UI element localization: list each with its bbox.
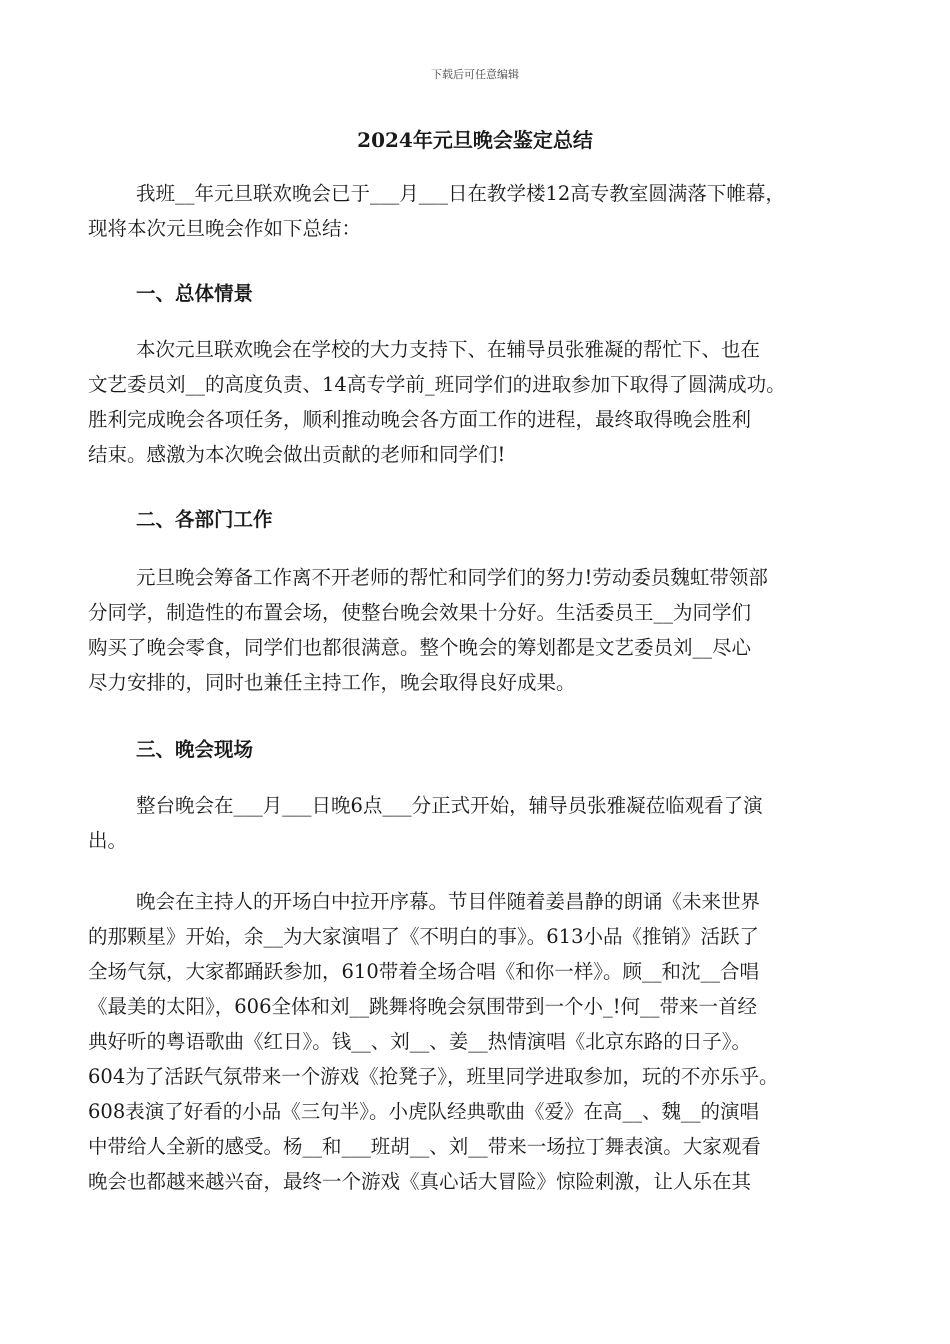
paragraph-line: 结束。感激为本次晚会做出贡献的老师和同学们!: [88, 443, 506, 466]
paragraph-line: 胜利完成晚会各项任务，顺利推动晚会各方面工作的进程，最终取得晚会胜利: [88, 408, 752, 431]
paragraph-line: 典好听的粤语歌曲《红日》。钱__、刘__、姜__热情演唱《北京东路的日子》。: [88, 1030, 752, 1053]
paragraph-line: 购买了晚会零食，同学们也都很满意。整个晚会的筹划都是文艺委员刘__尽心: [88, 636, 752, 659]
document-title: 2024年元旦晚会鉴定总结: [357, 128, 593, 152]
departments-paragraph: [88, 560, 878, 700]
paragraph-line: 608表演了好看的小品《三句半》。小虎队经典歌曲《爱》在高__、魏__的演唱: [88, 1100, 759, 1123]
paragraph-line: 分同学，制造性的布置会场，使整台晚会效果十分好。生活委员王__为同学们: [88, 601, 752, 624]
paragraph-line: 我班__年元旦联欢晚会已于___月___日在教学楼12高专教室圆满落下帷幕，: [136, 182, 785, 205]
paragraph-line: 出。: [88, 829, 128, 852]
paragraph-line: 整台晚会在___月___日晚6点___分正式开始，辅导员张雅凝莅临观看了演: [136, 794, 763, 817]
section-heading-departments: 二、各部门工作: [136, 508, 273, 531]
scene-paragraph-1: [88, 788, 878, 858]
paragraph-line: 《最美的太阳》，606全体和刘__跳舞将晚会氛围带到一个小_!何__带来一首经: [88, 995, 758, 1018]
paragraph-line: 的那颗星》开始，余__为大家演唱了《不明白的事》。613小品《推销》活跃了: [88, 925, 759, 948]
paragraph-line: 中带给人全新的感受。杨__和___班胡__、刘__带来一场拉丁舞表演。大家观看: [88, 1135, 761, 1158]
overview-paragraph: [88, 332, 878, 472]
scene-paragraph-2: [88, 884, 878, 1199]
paragraph-line: 现将本次元旦晚会作如下总结：: [88, 217, 362, 240]
section-heading-overview: 一、总体情景: [136, 282, 254, 305]
header-note: 下载后可任意编辑: [431, 68, 519, 81]
section-heading-scene: 三、晚会现场: [136, 738, 254, 761]
paragraph-line: 晚会在主持人的开场白中拉开序幕。节目伴随着姜昌静的朗诵《未来世界: [136, 890, 761, 913]
paragraph-line: 604为了活跃气氛带来一个游戏《抢凳子》，班里同学进取参加，玩的不亦乐乎。: [88, 1065, 779, 1088]
intro-paragraph: [88, 176, 878, 246]
paragraph-line: 全场气氛，大家都踊跃参加，610带着全场合唱《和你一样》。顾__和沈__合唱: [88, 960, 759, 983]
paragraph-line: 元旦晚会筹备工作离不开老师的帮忙和同学们的努力!劳动委员魏虹带领部: [136, 566, 768, 589]
paragraph-line: 文艺委员刘__的高度负责、14高专学前_班同学们的进取参加下取得了圆满成功。: [88, 373, 786, 396]
paragraph-line: 本次元旦联欢晚会在学校的大力支持下、在辅导员张雅凝的帮忙下、也在: [136, 338, 761, 361]
paragraph-line: 晚会也都越来越兴奋，最终一个游戏《真心话大冒险》惊险刺激，让人乐在其: [88, 1170, 752, 1193]
paragraph-line: 尽力安排的，同时也兼任主持工作，晚会取得良好成果。: [88, 671, 576, 694]
